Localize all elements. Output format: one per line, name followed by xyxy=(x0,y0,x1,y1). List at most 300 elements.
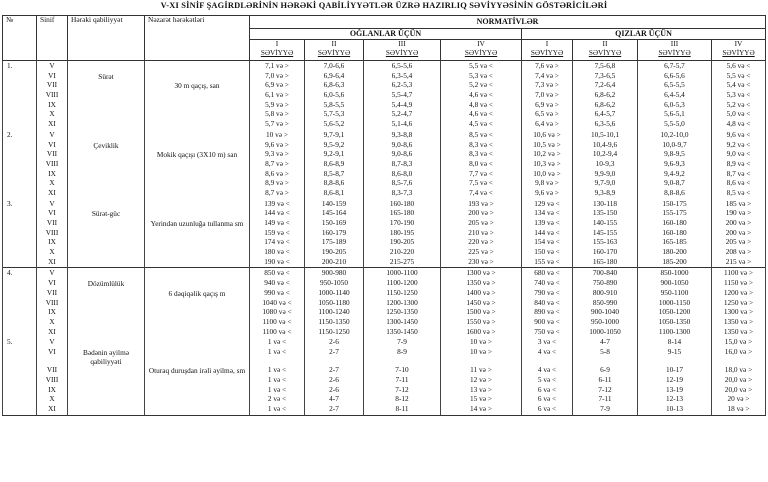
value-cell: 1000-1140 xyxy=(305,289,364,299)
value-cell: 8,6-8,9 xyxy=(305,160,364,170)
value-cell: 220 və > xyxy=(441,238,522,248)
group-number xyxy=(3,366,37,376)
value-cell: 205 və > xyxy=(441,219,522,229)
value-cell: 1050-1200 xyxy=(638,308,712,318)
value-cell: 2-7 xyxy=(305,348,364,366)
page-title: V-XI SİNİF ŞAGİRDLƏRİNİN HƏRƏKİ QABİLİYYƏTLƏR ÜZRƏ HAZIRLIQ SƏVİYYƏSİNİN GÖSTƏRİCİLƏRİ xyxy=(160,1,608,10)
ability-cell xyxy=(68,328,145,338)
table-row xyxy=(3,219,766,229)
level-word: SƏVİYYƏ xyxy=(317,48,351,57)
value-cell: 6,8-6,2 xyxy=(573,91,638,101)
table-row xyxy=(3,110,766,120)
class-cell: V xyxy=(37,61,68,72)
group-number xyxy=(3,170,37,180)
value-cell: 8,8-8,6 xyxy=(638,189,712,199)
table-row xyxy=(3,248,766,258)
value-cell: 750-890 xyxy=(573,279,638,289)
value-cell: 1450 və > xyxy=(441,299,522,309)
class-cell: V xyxy=(37,130,68,141)
value-cell: 5,6-5,1 xyxy=(638,110,712,120)
level-number: IV xyxy=(477,39,485,48)
value-cell: 185 və > xyxy=(712,199,766,210)
value-cell: 16,0 və > xyxy=(712,348,766,366)
value-cell: 4-7 xyxy=(573,337,638,348)
value-cell: 8,6 və > xyxy=(250,170,305,180)
value-cell: 1350 və > xyxy=(712,328,766,338)
table-row xyxy=(3,81,766,91)
value-cell: 1350 və > xyxy=(712,318,766,328)
ability-cell xyxy=(68,179,145,189)
value-cell: 160-179 xyxy=(305,229,364,239)
class-cell: IX xyxy=(37,238,68,248)
value-cell: 9,3 və > xyxy=(250,150,305,160)
value-cell: 5,5 və < xyxy=(441,61,522,72)
value-cell: 900-1050 xyxy=(638,279,712,289)
group-number xyxy=(3,328,37,338)
value-cell: 155 və < xyxy=(522,258,573,268)
value-cell: 8,3-7,3 xyxy=(364,189,441,199)
ability-cell xyxy=(68,170,145,180)
ability-cell xyxy=(68,110,145,120)
value-cell: 1400 və > xyxy=(441,289,522,299)
value-cell: 1 və < xyxy=(250,386,305,396)
value-cell: 12-13 xyxy=(638,395,712,405)
value-cell: 900 və < xyxy=(522,318,573,328)
value-cell: 6,4-5,7 xyxy=(573,110,638,120)
value-cell: 4,6 və < xyxy=(441,91,522,101)
value-cell: 6,4 və > xyxy=(522,120,573,130)
value-cell: 8,5-8,7 xyxy=(305,170,364,180)
value-cell: 1080 və < xyxy=(250,308,305,318)
level-number: IV xyxy=(734,39,743,48)
group-number xyxy=(3,248,37,258)
table-row xyxy=(3,91,766,101)
value-cell: 165-185 xyxy=(638,238,712,248)
value-cell: 13-19 xyxy=(638,386,712,396)
group-number: 4. xyxy=(3,268,37,279)
value-cell: 9,5-9,2 xyxy=(305,141,364,151)
ability-cell xyxy=(68,91,145,101)
class-cell: XI xyxy=(37,189,68,199)
value-cell: 2 və < xyxy=(250,395,305,405)
value-cell: 850-1000 xyxy=(638,268,712,279)
ability-cell xyxy=(68,229,145,239)
value-cell: 4,8 və < xyxy=(712,120,766,130)
level-number: I xyxy=(545,39,549,48)
value-cell: 1000-1100 xyxy=(364,268,441,279)
class-cell: IX xyxy=(37,386,68,396)
value-cell: 10 və > xyxy=(441,337,522,348)
value-cell: 1 və < xyxy=(250,366,305,376)
table-row xyxy=(3,61,766,72)
value-cell: 20,0 və > xyxy=(712,386,766,396)
value-cell: 790 və < xyxy=(522,289,573,299)
class-cell: XI xyxy=(37,120,68,130)
value-cell: 1350-1450 xyxy=(364,328,441,338)
value-cell: 4 və < xyxy=(522,348,573,366)
class-cell: X xyxy=(37,318,68,328)
value-cell: 1350 və > xyxy=(441,279,522,289)
value-cell: 5,6-5,2 xyxy=(305,120,364,130)
value-cell: 1500 və > xyxy=(441,308,522,318)
control-cell xyxy=(145,72,250,82)
level-word: SƏVİYYƏ xyxy=(722,48,755,57)
value-cell: 4,8 və < xyxy=(441,101,522,111)
normatives-table xyxy=(2,15,766,416)
group-number xyxy=(3,238,37,248)
ability-cell xyxy=(68,219,145,229)
class-cell: VI xyxy=(37,348,68,366)
table-row xyxy=(3,318,766,328)
value-cell: 8,7 və > xyxy=(250,189,305,199)
class-cell: IX xyxy=(37,308,68,318)
table-row xyxy=(3,150,766,160)
value-cell: 9,7-9,1 xyxy=(305,130,364,141)
value-cell: 1150-1350 xyxy=(305,318,364,328)
value-cell: 149 və < xyxy=(250,219,305,229)
value-cell: 185-200 xyxy=(638,258,712,268)
ability-cell: Dözümlülük xyxy=(68,279,145,289)
header-control: Nəzarət hərəkətləri xyxy=(145,16,250,61)
value-cell: 8,6-8,1 xyxy=(305,189,364,199)
header-boys: OĞLANLAR ÜÇÜN xyxy=(250,29,522,40)
value-cell: 1 və < xyxy=(250,348,305,366)
table-row xyxy=(3,376,766,386)
class-cell: VIII xyxy=(37,229,68,239)
value-cell: 174 və < xyxy=(250,238,305,248)
ability-cell xyxy=(68,120,145,130)
value-cell: 5,0 və < xyxy=(712,110,766,120)
group-number xyxy=(3,72,37,82)
level-word: SƏVİYYƏ xyxy=(530,48,564,57)
value-cell: 1 və < xyxy=(250,337,305,348)
value-cell: 7-12 xyxy=(573,386,638,396)
value-cell: 140-159 xyxy=(305,199,364,210)
group-number xyxy=(3,81,37,91)
value-cell: 6,4-5,4 xyxy=(638,91,712,101)
value-cell: 7,4 və > xyxy=(522,72,573,82)
value-cell: 1150-1250 xyxy=(305,328,364,338)
header-level-girls-4 xyxy=(712,40,766,61)
value-cell: 5,5-4,7 xyxy=(364,91,441,101)
class-cell: VII xyxy=(37,81,68,91)
value-cell: 208 və > xyxy=(712,248,766,258)
ability-cell: Sürət xyxy=(68,72,145,82)
value-cell: 9,0 və < xyxy=(712,150,766,160)
ability-cell xyxy=(68,299,145,309)
control-cell xyxy=(145,279,250,289)
value-cell: 950-1050 xyxy=(305,279,364,289)
control-cell xyxy=(145,376,250,386)
ability-cell xyxy=(68,81,145,91)
control-cell xyxy=(145,170,250,180)
header-normative: NORMATİVLƏR xyxy=(250,16,766,29)
group-number xyxy=(3,189,37,199)
table-row xyxy=(3,120,766,130)
value-cell: 6,9-6,4 xyxy=(305,72,364,82)
value-cell: 10-17 xyxy=(638,366,712,376)
class-cell: VIII xyxy=(37,91,68,101)
value-cell: 139 və < xyxy=(522,219,573,229)
table-row xyxy=(3,395,766,405)
class-cell: X xyxy=(37,248,68,258)
value-cell: 215 və > xyxy=(712,258,766,268)
value-cell: 135-150 xyxy=(573,209,638,219)
value-cell: 165-180 xyxy=(364,209,441,219)
value-cell: 165-180 xyxy=(573,258,638,268)
header-level-girls-2 xyxy=(573,40,638,61)
value-cell: 7-10 xyxy=(364,366,441,376)
value-cell: 8-9 xyxy=(364,348,441,366)
group-number xyxy=(3,279,37,289)
value-cell: 10-9,3 xyxy=(573,160,638,170)
value-cell: 5,9 və > xyxy=(250,101,305,111)
value-cell: 1050-1350 xyxy=(638,318,712,328)
control-cell xyxy=(145,229,250,239)
value-cell: 6,0-5,6 xyxy=(305,91,364,101)
value-cell: 15 və > xyxy=(441,395,522,405)
value-cell: 12 və > xyxy=(441,376,522,386)
value-cell: 1000-1150 xyxy=(638,299,712,309)
level-number: II xyxy=(602,39,608,48)
value-cell: 1300-1450 xyxy=(364,318,441,328)
value-cell: 6 və < xyxy=(522,405,573,415)
value-cell: 5,2-4,7 xyxy=(364,110,441,120)
value-cell: 7,7 və < xyxy=(441,170,522,180)
value-cell: 9,0-8,6 xyxy=(364,150,441,160)
class-cell: VII xyxy=(37,366,68,376)
value-cell: 9,0-8,7 xyxy=(638,179,712,189)
value-cell: 225 və > xyxy=(441,248,522,258)
table-row xyxy=(3,72,766,82)
value-cell: 8,6-8,0 xyxy=(364,170,441,180)
value-cell: 1550 və > xyxy=(441,318,522,328)
group-number xyxy=(3,91,37,101)
value-cell: 1200-1300 xyxy=(364,299,441,309)
value-cell: 10,5 və > xyxy=(522,141,573,151)
value-cell: 8-12 xyxy=(364,395,441,405)
group-number xyxy=(3,209,37,219)
value-cell: 4,6 və < xyxy=(441,110,522,120)
control-cell xyxy=(145,130,250,141)
class-cell: X xyxy=(37,395,68,405)
value-cell: 155-163 xyxy=(573,238,638,248)
header-no: № xyxy=(3,16,37,61)
value-cell: 160-170 xyxy=(573,248,638,258)
value-cell: 6,3-5,4 xyxy=(364,72,441,82)
group-number xyxy=(3,110,37,120)
level-word: SƏVİYYƏ xyxy=(260,48,294,57)
class-cell: VI xyxy=(37,72,68,82)
value-cell: 5,3 və < xyxy=(712,91,766,101)
value-cell: 180-200 xyxy=(638,248,712,258)
value-cell: 18,0 və > xyxy=(712,366,766,376)
class-cell: X xyxy=(37,179,68,189)
ability-cell xyxy=(68,130,145,141)
value-cell: 8,7-8,3 xyxy=(364,160,441,170)
value-cell: 8,7 və < xyxy=(712,170,766,180)
ability-cell xyxy=(68,318,145,328)
value-cell: 1100 və > xyxy=(712,268,766,279)
value-cell: 9,3-8,8 xyxy=(364,130,441,141)
value-cell: 4,5 və < xyxy=(441,120,522,130)
group-number xyxy=(3,101,37,111)
value-cell: 139 və < xyxy=(250,199,305,210)
control-cell xyxy=(145,328,250,338)
value-cell: 10,5-10,1 xyxy=(573,130,638,141)
group-number xyxy=(3,150,37,160)
value-cell: 7,0 və > xyxy=(250,72,305,82)
value-cell: 8,8-8,6 xyxy=(305,179,364,189)
value-cell: 9-15 xyxy=(638,348,712,366)
ability-cell xyxy=(68,395,145,405)
value-cell: 890 və < xyxy=(522,308,573,318)
value-cell: 6,9 və > xyxy=(250,81,305,91)
value-cell: 5,6 və < xyxy=(712,61,766,72)
ability-cell xyxy=(68,189,145,199)
value-cell: 10,2-9,4 xyxy=(573,150,638,160)
value-cell: 205 və > xyxy=(712,238,766,248)
group-number xyxy=(3,289,37,299)
value-cell: 150-169 xyxy=(305,219,364,229)
level-word: SƏVİYYƏ xyxy=(658,48,691,57)
value-cell: 1100 və < xyxy=(250,328,305,338)
table-row xyxy=(3,279,766,289)
value-cell: 12-19 xyxy=(638,376,712,386)
table-row xyxy=(3,299,766,309)
value-cell: 1150 və > xyxy=(712,279,766,289)
class-cell: VII xyxy=(37,150,68,160)
class-cell: VI xyxy=(37,141,68,151)
group-number xyxy=(3,308,37,318)
class-cell: V xyxy=(37,199,68,210)
table-row xyxy=(3,101,766,111)
level-word: SƏVİYYƏ xyxy=(588,48,622,57)
value-cell: 4 və < xyxy=(522,366,573,376)
control-cell xyxy=(145,160,250,170)
value-cell: 1300 və > xyxy=(441,268,522,279)
value-cell: 680 və < xyxy=(522,268,573,279)
ability-cell xyxy=(68,199,145,210)
value-cell: 990 və < xyxy=(250,289,305,299)
value-cell: 10,0-9,7 xyxy=(638,141,712,151)
value-cell: 175-189 xyxy=(305,238,364,248)
table-row xyxy=(3,348,766,366)
table-row xyxy=(3,170,766,180)
value-cell: 8,0 və < xyxy=(441,160,522,170)
level-number: III xyxy=(670,39,679,48)
value-cell: 1050-1180 xyxy=(305,299,364,309)
class-cell: VIII xyxy=(37,299,68,309)
control-cell xyxy=(145,61,250,72)
value-cell: 20 və > xyxy=(712,395,766,405)
value-cell: 210 və > xyxy=(441,229,522,239)
group-number xyxy=(3,376,37,386)
value-cell: 5,8 və > xyxy=(250,110,305,120)
ability-cell xyxy=(68,238,145,248)
group-number: 1. xyxy=(3,61,37,72)
control-cell xyxy=(145,179,250,189)
value-cell: 200 və > xyxy=(712,219,766,229)
value-cell: 1100-1300 xyxy=(638,328,712,338)
value-cell: 7,2-6,4 xyxy=(573,81,638,91)
table-row xyxy=(3,199,766,210)
value-cell: 5,5-5,0 xyxy=(638,120,712,130)
value-cell: 6,5-5,6 xyxy=(364,61,441,72)
table-row xyxy=(3,179,766,189)
value-cell: 8-11 xyxy=(364,405,441,415)
group-number xyxy=(3,219,37,229)
class-cell: VII xyxy=(37,289,68,299)
ability-cell xyxy=(68,405,145,415)
value-cell: 155-175 xyxy=(638,209,712,219)
control-cell xyxy=(145,110,250,120)
table-row xyxy=(3,130,766,141)
value-cell: 10,6 və > xyxy=(522,130,573,141)
control-cell xyxy=(145,209,250,219)
value-cell: 6-11 xyxy=(573,376,638,386)
ability-cell xyxy=(68,366,145,376)
table-row xyxy=(3,189,766,199)
value-cell: 3 və < xyxy=(522,337,573,348)
value-cell: 6,1 və > xyxy=(250,91,305,101)
value-cell: 7,3 və > xyxy=(522,81,573,91)
control-cell: Mokik qaçışı (3X10 m) san xyxy=(145,150,250,160)
value-cell: 15,0 və > xyxy=(712,337,766,348)
value-cell: 6 və < xyxy=(522,395,573,405)
group-number xyxy=(3,395,37,405)
control-cell: 30 m qaçış, san xyxy=(145,81,250,91)
value-cell: 5,8-5,5 xyxy=(305,101,364,111)
value-cell: 6,7-5,7 xyxy=(638,61,712,72)
control-cell xyxy=(145,318,250,328)
control-cell: Yerindən uzunluğa tullanma sm xyxy=(145,219,250,229)
value-cell: 840 və < xyxy=(522,299,573,309)
table-row xyxy=(3,229,766,239)
value-cell: 7-9 xyxy=(364,337,441,348)
level-number: II xyxy=(331,39,337,48)
value-cell: 9,6-9,3 xyxy=(638,160,712,170)
value-cell: 1 və < xyxy=(250,376,305,386)
value-cell: 200 və > xyxy=(712,229,766,239)
control-cell xyxy=(145,405,250,415)
value-cell: 190 və > xyxy=(712,209,766,219)
group-number xyxy=(3,120,37,130)
value-cell: 8,5 və < xyxy=(712,189,766,199)
value-cell: 8,3 və < xyxy=(441,141,522,151)
value-cell: 134 və < xyxy=(522,209,573,219)
header-girls: QIZLAR ÜÇÜN xyxy=(522,29,766,40)
value-cell: 2-7 xyxy=(305,366,364,376)
class-cell: VIII xyxy=(37,160,68,170)
group-number xyxy=(3,160,37,170)
header-level-boys-2 xyxy=(305,40,364,61)
value-cell: 8,7 və > xyxy=(250,160,305,170)
group-number: 5. xyxy=(3,337,37,348)
value-cell: 180 və < xyxy=(250,248,305,258)
value-cell: 1000-1050 xyxy=(573,328,638,338)
control-cell xyxy=(145,299,250,309)
value-cell: 193 və > xyxy=(441,199,522,210)
value-cell: 900-1040 xyxy=(573,308,638,318)
value-cell: 2-6 xyxy=(305,376,364,386)
header-class: Sinif xyxy=(37,16,68,61)
value-cell: 5,3 və < xyxy=(441,72,522,82)
value-cell: 1 və < xyxy=(250,405,305,415)
class-cell: VI xyxy=(37,209,68,219)
control-cell xyxy=(145,348,250,366)
value-cell: 9,2 və < xyxy=(712,141,766,151)
